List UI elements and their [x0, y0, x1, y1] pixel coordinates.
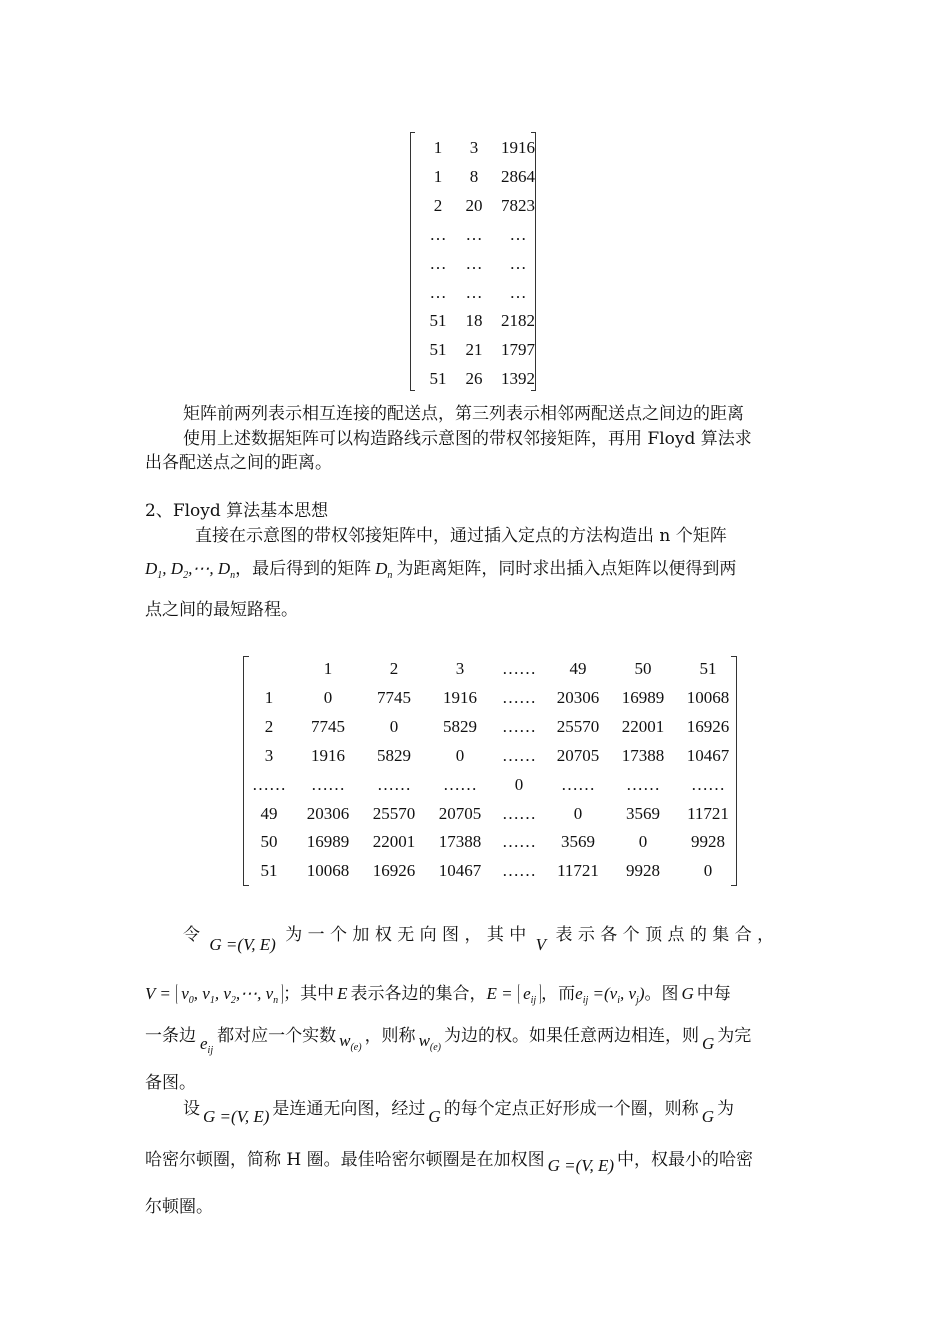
matrix-cell: 0 [514, 774, 524, 794]
matrix-cell: 1 [433, 166, 443, 186]
matrix-cell: …… [502, 832, 536, 852]
matrix-cell: 3 [264, 745, 274, 765]
matrix-cell: 20705 [438, 803, 482, 823]
matrix-cell: 51 [699, 659, 717, 678]
matrix-cell: … [465, 224, 483, 244]
matrix-row [410, 138, 536, 160]
matrix-cell: 51 [429, 311, 447, 331]
matrix-cell: …… [377, 774, 411, 794]
matrix-cell: 1916 [501, 138, 535, 157]
matrix-cell: 16926 [372, 861, 416, 881]
matrix-cell: 1916 [311, 745, 345, 765]
matrix-cell: 3 [455, 659, 465, 678]
math-graph: G =(V, E) [547, 1156, 615, 1175]
distance-matrix [243, 656, 737, 884]
paragraph-line-with-math: 设 G =(V, E) 是连通无向图，经过 G 的每个定点正好形成一个圈，则称 G 为 [183, 1099, 734, 1126]
matrix-row [410, 167, 536, 189]
matrix-cell: 7823 [501, 195, 535, 215]
matrix-cell: …… [502, 861, 536, 881]
matrix-cell: 5829 [377, 745, 411, 765]
math-sequence: $D_1$, $D_2,\cdots$, $D_n$ [145, 559, 236, 581]
matrix-cell: 18 [465, 311, 483, 331]
matrix-row [410, 369, 536, 391]
matrix-cell: 2 [433, 195, 443, 215]
math-v: V [535, 935, 547, 954]
matrix-cell: … [429, 253, 447, 273]
matrix-cell: 0 [573, 803, 583, 823]
matrix-cell: 20 [465, 195, 483, 215]
matrix-cell: 25570 [372, 803, 416, 823]
paragraph-line-with-math: 一条边 $e_{ij}$都对应一个实数 $w_{(e)}$，则称 $w_{(e)}$为边的权。如果任意两边相连，则 G 为完 [145, 1026, 752, 1056]
matrix-cell: 50 [260, 832, 278, 852]
matrix-cell: 16989 [621, 687, 665, 707]
matrix-cell: 21 [465, 340, 483, 360]
matrix-cell: 1797 [501, 340, 535, 360]
matrix-cell: …… [311, 774, 345, 794]
paragraph-line: 备图。 [145, 1073, 196, 1093]
matrix-cell: 10068 [306, 861, 350, 881]
matrix-row [243, 804, 737, 826]
matrix-cell: 10467 [686, 745, 730, 765]
matrix-row [410, 225, 536, 247]
matrix-cell: 0 [638, 832, 648, 852]
matrix-cell: 7745 [377, 687, 411, 707]
matrix-cell: 10068 [686, 687, 730, 707]
matrix-cell: 1 [264, 687, 274, 707]
matrix-row [243, 659, 737, 681]
matrix-cell: … [465, 253, 483, 273]
math-edge-def: $e_{ij} =(v_i$, $v_j$) [575, 984, 645, 1006]
matrix-cell: … [509, 282, 527, 302]
paragraph-line: 点之间的最短路程。 [145, 600, 298, 620]
matrix-cell: …… [502, 803, 536, 823]
paragraph-line-with-math: $V = v_0$, $v_1$, $v_2,\cdots$, $v_n$ ；其中 E 表示各边的集合，$E = e_{ij}$ ，而$e_{ij} =(v_i$, $v_j$)。图 G 中每 [145, 984, 731, 1006]
matrix-cell: 2 [264, 716, 274, 736]
math-graph: G =(V, E) [209, 935, 276, 954]
matrix-cell: 51 [260, 861, 278, 881]
math-graph: G =(V, E) [203, 1107, 270, 1126]
math-eij: $e_{ij}$ [200, 1034, 214, 1056]
matrix-cell: …… [626, 774, 660, 794]
matrix-row [410, 340, 536, 362]
matrix-cell: … [465, 282, 483, 302]
matrix-cell: 2 [389, 659, 399, 678]
paragraph-line-with-math: $D_1$, $D_2,\cdots$, $D_n$，最后得到的矩阵 $D_n$ 为距离矩阵，同时求出插入点矩阵以便得到两 [145, 559, 737, 581]
paragraph-line: 出各配送点之间的距离。 [145, 453, 332, 473]
matrix-cell: 22001 [621, 716, 665, 736]
matrix-cell: 0 [455, 745, 465, 765]
matrix-cell: 49 [260, 803, 278, 823]
edge-set: $e_{ij}$ [518, 983, 541, 1005]
small-data-matrix [410, 132, 536, 389]
matrix-cell: 0 [389, 716, 399, 736]
matrix-cell: …… [502, 659, 536, 678]
matrix-cell: 17388 [621, 745, 665, 765]
matrix-row [410, 311, 536, 333]
matrix-cell: 7745 [311, 716, 345, 736]
matrix-row [410, 254, 536, 276]
matrix-cell: 8 [469, 166, 479, 186]
matrix-row [243, 861, 737, 883]
matrix-cell: 10467 [438, 861, 482, 881]
matrix-cell: 51 [429, 340, 447, 360]
matrix-cell: 20306 [306, 803, 350, 823]
matrix-cell: 49 [569, 659, 587, 678]
matrix-cell: …… [502, 745, 536, 765]
paragraph-line: 矩阵前两列表示相互连接的配送点，第三列表示相邻两配送点之间边的距离 [183, 404, 744, 424]
matrix-cell: 5829 [443, 716, 477, 736]
matrix-row [243, 775, 737, 797]
matrix-cell: 9928 [626, 861, 660, 881]
matrix-cell: 25570 [556, 716, 600, 736]
matrix-cell: … [509, 224, 527, 244]
matrix-cell: 20306 [556, 687, 600, 707]
matrix-cell: 1392 [501, 369, 535, 389]
matrix-cell: …… [502, 687, 536, 707]
math-weight: $w_{(e)}$ [339, 1031, 362, 1053]
matrix-cell: 17388 [438, 832, 482, 852]
paragraph-line: 直接在示意图的带权邻接矩阵中，通过插入定点的方法构造出 n 个矩阵 [195, 526, 727, 546]
matrix-cell: …… [252, 774, 286, 794]
math-dn: $D_n$ [375, 559, 393, 581]
matrix-cell: 22001 [372, 832, 416, 852]
matrix-cell: 26 [465, 369, 483, 389]
paragraph-line-with-math: 令 G =(V, E) 为 一 个 加 权 无 向 图 ， 其 中 V 表 示 各 个 顶 点 的 集 合 ， [183, 925, 775, 954]
matrix-cell: …… [691, 774, 725, 794]
matrix-row [243, 746, 737, 768]
vertex-set: $v_0$, $v_1$, $v_2,\cdots$, $v_n$ [176, 983, 283, 1005]
matrix-cell: 50 [634, 659, 652, 678]
matrix-cell: 11721 [687, 803, 729, 823]
paragraph-line: 尔顿圈。 [145, 1197, 213, 1217]
matrix-cell: …… [502, 716, 536, 736]
matrix-cell: 0 [323, 687, 333, 707]
matrix-row [410, 196, 536, 218]
matrix-cell: 3 [469, 138, 479, 157]
matrix-cell: 3569 [561, 832, 595, 852]
math-weight: $w_{(e)}$ [418, 1031, 442, 1053]
matrix-cell: 1 [323, 659, 333, 678]
matrix-cell: 1 [433, 138, 443, 157]
paragraph-line: 使用上述数据矩阵可以构造路线示意图的带权邻接矩阵，再用 Floyd 算法求 [183, 429, 752, 449]
matrix-row [243, 717, 737, 739]
matrix-cell: 0 [703, 861, 713, 881]
matrix-cell: 11721 [557, 861, 599, 881]
section-heading: 2、Floyd 算法基本思想 [145, 501, 329, 521]
matrix-cell: 2864 [501, 166, 535, 186]
matrix-row [243, 688, 737, 710]
matrix-cell: 16926 [686, 716, 730, 736]
matrix-cell: … [509, 253, 527, 273]
matrix-row [243, 832, 737, 854]
matrix-cell: …… [443, 774, 477, 794]
matrix-cell: 16989 [306, 832, 350, 852]
matrix-cell: 9928 [691, 832, 725, 852]
matrix-cell: …… [561, 774, 595, 794]
matrix-cell: 20705 [556, 745, 600, 765]
matrix-cell: 3569 [626, 803, 660, 823]
matrix-cell: 1916 [443, 687, 477, 707]
paragraph-line-with-math: 哈密尔顿圈，简称 H 圈。最佳哈密尔顿圈是在加权图 G =(V, E) 中，权最小的哈密 [145, 1150, 754, 1175]
matrix-cell: … [429, 282, 447, 302]
matrix-cell: … [429, 224, 447, 244]
matrix-cell: 51 [429, 369, 447, 389]
matrix-cell: 2182 [501, 311, 535, 331]
matrix-row [410, 283, 536, 305]
